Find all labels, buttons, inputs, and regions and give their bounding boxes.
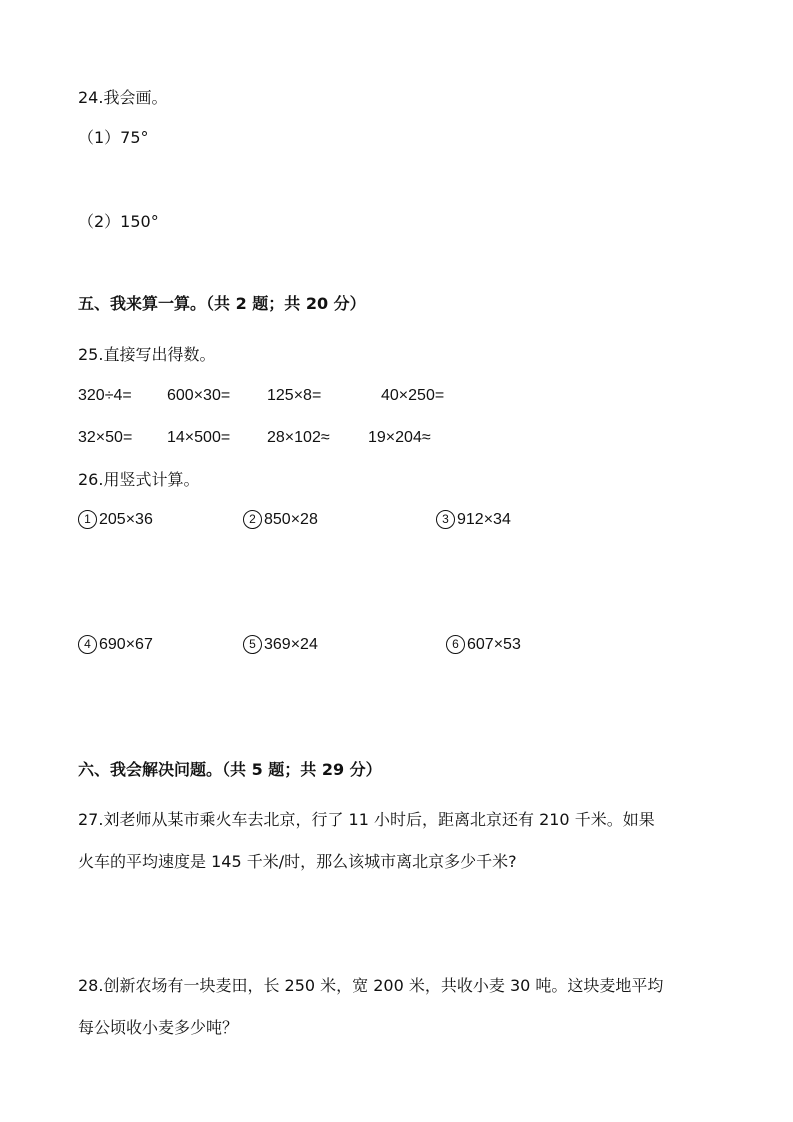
- vertical-calc-expr: 690×67: [99, 636, 153, 653]
- vertical-calc-expr: 607×53: [467, 636, 521, 653]
- section-6-heading: 六、我会解决问题。（共 5 题；共 29 分）: [78, 760, 382, 779]
- vertical-calc-expr: 912×34: [457, 511, 511, 528]
- question-28-line-1: 28.创新农场有一块麦田，长 250 米，宽 200 米，共收小麦 30 吨。这块麦地平均: [78, 976, 664, 995]
- oral-calc-8: 19×204≈: [368, 429, 431, 446]
- vertical-calc-1: [78, 510, 153, 530]
- vertical-calc-expr: 850×28: [264, 511, 318, 528]
- question-24-item-1: （1）75°: [78, 128, 149, 147]
- oral-calc-6: 14×500=: [167, 429, 231, 446]
- circled-number: 1: [78, 510, 97, 529]
- oral-calc-3: 125×8=: [267, 387, 322, 404]
- circled-number: 5: [243, 635, 262, 654]
- question-27-line-1: 27.刘老师从某市乘火车去北京，行了 11 小时后，距离北京还有 210 千米。如果: [78, 810, 655, 829]
- vertical-calc-expr: 369×24: [264, 636, 318, 653]
- vertical-calc-4: [78, 635, 153, 655]
- circled-number: 3: [436, 510, 455, 529]
- question-24-item-2: （2）150°: [78, 212, 159, 231]
- oral-calc-7: 28×102≈: [267, 429, 330, 446]
- vertical-calc-2: [243, 510, 318, 530]
- oral-calc-1: 320÷4=: [78, 387, 132, 404]
- vertical-calc-5: [243, 635, 318, 655]
- oral-calc-4: 40×250=: [381, 387, 445, 404]
- vertical-calc-expr: 205×36: [99, 511, 153, 528]
- oral-calc-5: 32×50=: [78, 429, 133, 446]
- question-28-line-2: 每公顷收小麦多少吨？: [78, 1018, 239, 1037]
- question-24-title: 24.我会画。: [78, 88, 168, 107]
- section-5-heading: 五、我来算一算。（共 2 题；共 20 分）: [78, 294, 366, 313]
- question-25-title: 25.直接写出得数。: [78, 345, 216, 364]
- question-27-line-2: 火车的平均速度是 145 千米/时，那么该城市离北京多少千米?: [78, 852, 517, 871]
- oral-calc-2: 600×30=: [167, 387, 231, 404]
- vertical-calc-3: [436, 510, 511, 530]
- circled-number: 2: [243, 510, 262, 529]
- question-26-title: 26.用竖式计算。: [78, 470, 200, 489]
- vertical-calc-6: [446, 635, 521, 655]
- circled-number: 4: [78, 635, 97, 654]
- circled-number: 6: [446, 635, 465, 654]
